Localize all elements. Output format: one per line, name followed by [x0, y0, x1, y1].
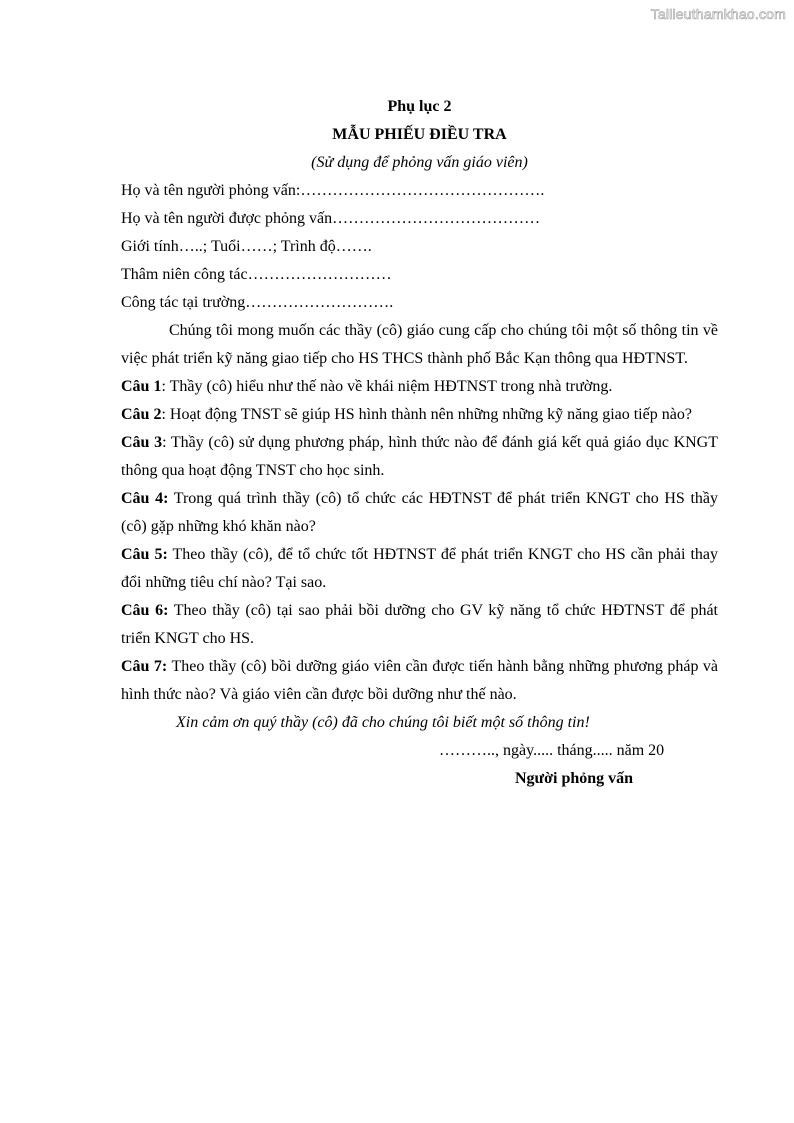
question-3 [121, 429, 718, 485]
question-1 [121, 373, 718, 401]
question-text: Theo thầy (cô) bồi dưỡng giáo viên cần được tiến hành bằng những phương pháp và hình thức nào? Và giáo viên cần được bồi dưỡng như thế nào. [121, 658, 719, 703]
question-label: Câu 6: [121, 602, 169, 619]
question-text: : Hoạt động TNST sẽ giúp HS hình thành nên những những kỹ năng giao tiếp nào? [161, 406, 692, 423]
question-text: : Thầy (cô) sử dụng phương pháp, hình thức nào để đánh giá kết quả giáo dục KNGT thông qua hoạt động TNST cho học sinh. [121, 434, 719, 479]
signature-title: Người phỏng vấn [515, 770, 634, 787]
date-line: ……….., ngày..... tháng..... năm 20 [439, 742, 665, 759]
question-5 [121, 541, 718, 597]
page-title: MẪU PHIẾU ĐIỀU TRA [332, 126, 507, 143]
page-subtitle: (Sử dụng để phỏng vấn giáo viên) [311, 154, 528, 171]
survey-form-page [121, 93, 718, 793]
question-2 [121, 401, 718, 429]
gender-age-level-field: Giới tính…..; Tuổi……; Trình độ……. [121, 238, 372, 255]
workplace-field: Công tác tại trường………………………. [121, 294, 394, 311]
question-7 [121, 653, 718, 709]
question-label: Câu 4: [121, 490, 169, 507]
appendix-label: Phụ lục 2 [387, 98, 452, 115]
watermark-text: Tailieuthamkhao.com [650, 6, 786, 22]
question-label: Câu 2 [121, 406, 162, 423]
question-text: Theo thầy (cô), để tổ chức tốt HĐTNST để phát triển KNGT cho HS cần phải thay đổi những tiêu chí nào? Tại sao. [121, 546, 718, 591]
question-text: : Thầy (cô) hiểu như thế nào về khái niệm HĐTNST trong nhà trường. [161, 378, 613, 395]
question-label: Câu 7: [121, 658, 168, 675]
seniority-field: Thâm niên công tác……………………… [121, 266, 392, 283]
interviewee-name-field: Họ và tên người được phỏng vấn………………………………… [121, 210, 541, 227]
intro-paragraph: Chúng tôi mong muốn các thầy (cô) giáo cung cấp cho chúng tôi một số thông tin về việc phát triển kỹ năng giao tiếp cho HS THCS thành phố Bắc Kạn thông qua HĐTNST. [121, 322, 718, 367]
thank-you-note: Xin cảm ơn quý thầy (cô) đã cho chúng tôi biết một số thông tin! [176, 714, 590, 731]
question-label: Câu 1 [121, 378, 162, 395]
question-text: Theo thầy (cô) tại sao phải bồi dưỡng cho GV kỹ năng tổ chức HĐTNST để phát triển KNGT cho HS. [121, 602, 719, 647]
question-6 [121, 597, 718, 653]
question-text: Trong quá trình thầy (cô) tổ chức các HĐTNST để phát triển KNGT cho HS thầy (cô) gặp những khó khăn nào? [121, 490, 719, 535]
question-label: Câu 5: [121, 546, 168, 563]
question-4 [121, 485, 718, 541]
interviewer-name-field: Họ và tên người phỏng vấn:………………………………………. [121, 182, 545, 199]
question-label: Câu 3 [121, 434, 163, 451]
